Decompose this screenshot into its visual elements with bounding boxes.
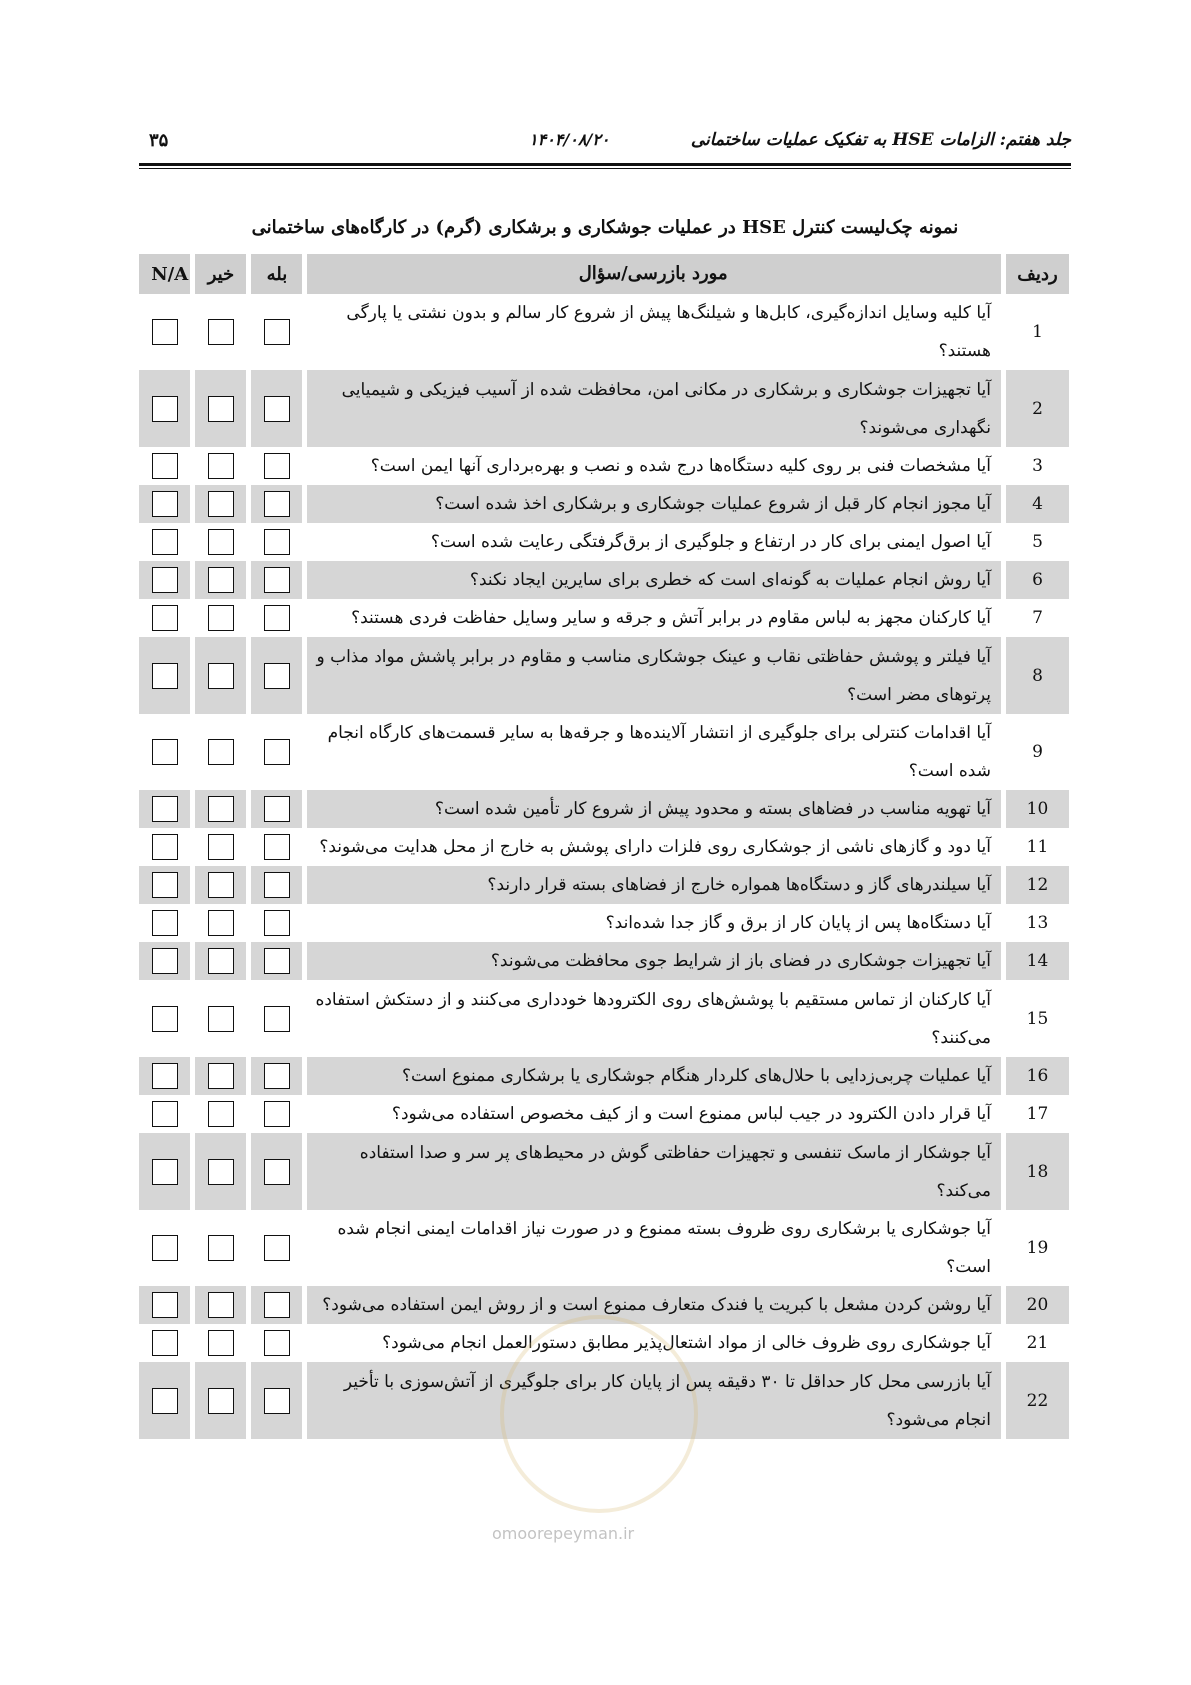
cell-yes — [251, 599, 307, 637]
col-no-header: خیر — [195, 254, 251, 294]
row-number: 12 — [1006, 866, 1069, 904]
checkbox-yes[interactable] — [264, 529, 290, 555]
cell-no — [195, 904, 251, 942]
checkbox-no[interactable] — [208, 529, 234, 555]
table-row — [139, 370, 1069, 447]
question-text: آیا کارکنان مجهز به لباس مقاوم در برابر آتش و جرقه و سایر وسایل حفاظت فردی هستند؟ — [307, 599, 1006, 637]
table-row — [139, 561, 1069, 599]
checkbox-yes[interactable] — [264, 739, 290, 765]
checkbox-no[interactable] — [208, 1292, 234, 1318]
checkbox-no[interactable] — [208, 567, 234, 593]
cell-na — [139, 523, 195, 561]
cell-no — [195, 866, 251, 904]
row-number: 7 — [1032, 608, 1043, 628]
table-row — [139, 599, 1069, 637]
row-number: 4 — [1006, 485, 1069, 523]
checkbox-yes[interactable] — [264, 1101, 290, 1127]
table-row — [139, 523, 1069, 561]
cell-na — [139, 370, 195, 447]
cell-na — [139, 1210, 195, 1286]
table-row — [139, 790, 1069, 828]
checkbox-no[interactable] — [208, 663, 234, 689]
checkbox-yes[interactable] — [264, 1330, 290, 1356]
checkbox-na[interactable] — [152, 1063, 178, 1089]
cell-na — [139, 561, 195, 599]
question-text: آیا تجهیزات جوشکاری و برشکاری در مکانی امن، محافظت شده از آسیب فیزیکی و شیمیایی نگهداری می‌شوند؟ — [307, 370, 1006, 447]
cell-yes — [251, 828, 307, 866]
cell-na — [139, 790, 195, 828]
cell-yes — [251, 561, 307, 599]
checkbox-na[interactable] — [152, 1159, 178, 1185]
table-row — [139, 637, 1069, 714]
cell-no — [195, 370, 251, 447]
row-number: 10 — [1006, 790, 1069, 828]
cell-no — [195, 828, 251, 866]
cell-no — [195, 1286, 251, 1324]
checkbox-yes[interactable] — [264, 491, 290, 517]
checkbox-no[interactable] — [208, 1006, 234, 1032]
cell-na — [139, 1324, 195, 1362]
col-yes-header: بله — [251, 254, 307, 294]
checkbox-yes[interactable] — [264, 796, 290, 822]
checkbox-no[interactable] — [208, 834, 234, 860]
table-row — [139, 1210, 1069, 1286]
row-number: 17 — [1026, 1104, 1049, 1124]
cell-na — [139, 637, 195, 714]
checkbox-no[interactable] — [208, 453, 234, 479]
cell-yes — [251, 1286, 307, 1324]
cell-yes — [251, 370, 307, 447]
row-number: 20 — [1006, 1286, 1069, 1324]
row-number: 22 — [1006, 1362, 1069, 1439]
checkbox-na[interactable] — [152, 739, 178, 765]
question-text: آیا قرار دادن الکترود در جیب لباس ممنوع است و از کیف مخصوص استفاده می‌شود؟ — [307, 1095, 1006, 1133]
checkbox-na[interactable] — [152, 567, 178, 593]
checkbox-yes[interactable] — [264, 1388, 290, 1414]
question-text: آیا بازرسی محل کار حداقل تا ۳۰ دقیقه پس از پایان کار برای جلوگیری از آتش‌سوزی با تأخیر انجام می‌شود؟ — [307, 1362, 1006, 1439]
checklist-title: نمونه چک‌لیست کنترل HSE در عملیات جوشکاری و برشکاری (گرم) در کارگاه‌های ساختمانی — [251, 217, 959, 238]
cell-no — [195, 1057, 251, 1095]
question-text: آیا جوشکاری روی ظروف خالی از مواد اشتعال‌پذیر مطابق دستورالعمل انجام می‌شود؟ — [307, 1324, 1006, 1362]
cell-yes — [251, 485, 307, 523]
checkbox-na[interactable] — [152, 491, 178, 517]
checkbox-yes[interactable] — [264, 948, 290, 974]
row-number: 11 — [1026, 837, 1049, 857]
row-number: 5 — [1032, 532, 1043, 552]
cell-no — [195, 790, 251, 828]
checkbox-yes[interactable] — [264, 834, 290, 860]
table-row — [139, 942, 1069, 980]
checkbox-no[interactable] — [208, 872, 234, 898]
checkbox-na[interactable] — [152, 396, 178, 422]
cell-na — [139, 828, 195, 866]
page-header — [139, 130, 1071, 156]
cell-yes — [251, 1324, 307, 1362]
checkbox-na[interactable] — [152, 1235, 178, 1261]
checkbox-na[interactable] — [152, 872, 178, 898]
cell-na — [139, 980, 195, 1057]
row-number: 19 — [1026, 1238, 1049, 1258]
row-number: 9 — [1032, 742, 1043, 762]
question-text: آیا اصول ایمنی برای کار در ارتفاع و جلوگیری از برق‌گرفتگی رعایت شده است؟ — [307, 523, 1006, 561]
checkbox-no[interactable] — [208, 491, 234, 517]
checkbox-na[interactable] — [152, 1006, 178, 1032]
question-text: آیا کارکنان از تماس مستقیم با پوشش‌های روی الکترودها خودداری می‌کنند و از دستکش استفاده می‌کنند؟ — [307, 980, 1006, 1057]
checklist-table — [139, 254, 1069, 1439]
checkbox-na[interactable] — [152, 1292, 178, 1318]
table-row — [139, 294, 1069, 370]
header-rule-thin — [139, 168, 1071, 169]
checkbox-yes[interactable] — [264, 663, 290, 689]
cell-na — [139, 866, 195, 904]
cell-no — [195, 561, 251, 599]
checkbox-na[interactable] — [152, 529, 178, 555]
header-rule — [139, 163, 1071, 166]
checkbox-no[interactable] — [208, 1063, 234, 1089]
question-text: آیا تجهیزات جوشکاری در فضای باز از شرایط جوی محافظت می‌شوند؟ — [307, 942, 1006, 980]
cell-yes — [251, 980, 307, 1057]
cell-na — [139, 599, 195, 637]
row-number: 16 — [1006, 1057, 1069, 1095]
question-text: آیا مجوز انجام کار قبل از شروع عملیات جوشکاری و برشکاری اخذ شده است؟ — [307, 485, 1006, 523]
checkbox-na[interactable] — [152, 319, 178, 345]
checkbox-yes[interactable] — [264, 1159, 290, 1185]
row-number: 3 — [1032, 456, 1043, 476]
cell-na — [139, 1095, 195, 1133]
question-text: آیا اقدامات کنترلی برای جلوگیری از انتشار آلاینده‌ها و جرقه‌ها به سایر قسمت‌های کارگاه انجام شده است؟ — [307, 714, 1006, 790]
table-header-row — [139, 254, 1069, 294]
cell-no — [195, 523, 251, 561]
cell-yes — [251, 294, 307, 370]
checkbox-no[interactable] — [208, 739, 234, 765]
row-number: 21 — [1026, 1333, 1049, 1353]
cell-no — [195, 714, 251, 790]
cell-no — [195, 942, 251, 980]
checkbox-yes[interactable] — [264, 319, 290, 345]
cell-yes — [251, 1210, 307, 1286]
checkbox-yes[interactable] — [264, 567, 290, 593]
question-text: آیا فیلتر و پوشش حفاظتی نقاب و عینک جوشکاری مناسب و مقاوم در برابر پاشش مواد مذاب و پرتوهای مضر است؟ — [307, 637, 1006, 714]
checkbox-na[interactable] — [152, 834, 178, 860]
checkbox-na[interactable] — [152, 453, 178, 479]
table-row — [139, 980, 1069, 1057]
book-title: جلد هفتم: الزامات HSE به تفکیک عملیات ساختمانی — [690, 130, 1071, 150]
cell-na — [139, 1286, 195, 1324]
cell-no — [195, 447, 251, 485]
col-item-header: مورد بازرسی/سؤال — [307, 254, 1006, 294]
cell-yes — [251, 866, 307, 904]
checkbox-yes[interactable] — [264, 396, 290, 422]
checkbox-na[interactable] — [152, 1388, 178, 1414]
cell-na — [139, 904, 195, 942]
row-number: 15 — [1026, 1008, 1049, 1029]
cell-yes — [251, 637, 307, 714]
question-text: آیا روشن کردن مشعل با کبریت یا فندک متعارف ممنوع است و از روش ایمن استفاده می‌شود؟ — [307, 1286, 1006, 1324]
cell-no — [195, 637, 251, 714]
cell-yes — [251, 714, 307, 790]
checkbox-na[interactable] — [152, 1330, 178, 1356]
cell-yes — [251, 1362, 307, 1439]
cell-yes — [251, 1095, 307, 1133]
cell-na — [139, 1057, 195, 1095]
checkbox-na[interactable] — [152, 663, 178, 689]
cell-yes — [251, 523, 307, 561]
table-row — [139, 1133, 1069, 1210]
question-text: آیا کلیه وسایل اندازه‌گیری، کابل‌ها و شیلنگ‌ها پیش از شروع کار سالم و بدون نشتی یا پارگی هستند؟ — [307, 294, 1006, 370]
cell-no — [195, 1210, 251, 1286]
checkbox-yes[interactable] — [264, 1235, 290, 1261]
table-row — [139, 714, 1069, 790]
col-row-header: ردیف — [1006, 254, 1069, 294]
col-na-header: N/A — [139, 254, 195, 294]
cell-no — [195, 1133, 251, 1210]
checkbox-yes[interactable] — [264, 605, 290, 631]
cell-no — [195, 1324, 251, 1362]
cell-yes — [251, 1133, 307, 1210]
checkbox-yes[interactable] — [264, 872, 290, 898]
row-number: 18 — [1006, 1133, 1069, 1210]
table-row — [139, 485, 1069, 523]
checkbox-no[interactable] — [208, 1235, 234, 1261]
checkbox-no[interactable] — [208, 396, 234, 422]
checkbox-no[interactable] — [208, 319, 234, 345]
cell-na — [139, 714, 195, 790]
table-row — [139, 904, 1069, 942]
table-row — [139, 1057, 1069, 1095]
cell-no — [195, 294, 251, 370]
cell-na — [139, 1362, 195, 1439]
cell-yes — [251, 904, 307, 942]
question-text: آیا دستگاه‌ها پس از پایان کار از برق و گاز جدا شده‌اند؟ — [307, 904, 1006, 942]
cell-yes — [251, 790, 307, 828]
table-row — [139, 828, 1069, 866]
header-date: ۱۴۰۴/۰۸/۲۰ — [529, 130, 610, 149]
question-text: آیا روش انجام عملیات به گونه‌ای است که خطری برای سایرین ایجاد نکند؟ — [307, 561, 1006, 599]
checkbox-na[interactable] — [152, 1101, 178, 1127]
cell-no — [195, 980, 251, 1057]
row-number: 8 — [1006, 637, 1069, 714]
cell-no — [195, 1362, 251, 1439]
question-text: آیا جوشکار از ماسک تنفسی و تجهیزات حفاظتی گوش در محیط‌های پر سر و صدا استفاده می‌کند؟ — [307, 1133, 1006, 1210]
row-number: 1 — [1032, 322, 1043, 342]
cell-yes — [251, 942, 307, 980]
watermark-text: omoorepeyman.ir — [492, 1524, 635, 1543]
row-number: 13 — [1026, 913, 1049, 933]
checkbox-no[interactable] — [208, 1388, 234, 1414]
cell-na — [139, 942, 195, 980]
cell-yes — [251, 1057, 307, 1095]
page-number: ۳۵ — [149, 130, 169, 151]
checkbox-no[interactable] — [208, 910, 234, 936]
checkbox-no[interactable] — [208, 1159, 234, 1185]
checkbox-yes[interactable] — [264, 1063, 290, 1089]
question-text: آیا مشخصات فنی بر روی کلیه دستگاه‌ها درج شده و نصب و بهره‌برداری آنها ایمن است؟ — [307, 447, 1006, 485]
row-number: 14 — [1006, 942, 1069, 980]
checkbox-no[interactable] — [208, 1101, 234, 1127]
table-row — [139, 866, 1069, 904]
cell-no — [195, 1095, 251, 1133]
checkbox-yes[interactable] — [264, 453, 290, 479]
checkbox-na[interactable] — [152, 910, 178, 936]
cell-na — [139, 294, 195, 370]
question-text: آیا دود و گازهای ناشی از جوشکاری روی فلزات دارای پوشش به خارج از محل هدایت می‌شوند؟ — [307, 828, 1006, 866]
cell-no — [195, 599, 251, 637]
cell-yes — [251, 447, 307, 485]
checkbox-yes[interactable] — [264, 910, 290, 936]
table-row — [139, 1095, 1069, 1133]
checkbox-no[interactable] — [208, 1330, 234, 1356]
row-number: 2 — [1006, 370, 1069, 447]
checkbox-na[interactable] — [152, 948, 178, 974]
question-text: آیا جوشکاری یا برشکاری روی ظروف بسته ممنوع و در صورت نیاز اقدامات ایمنی انجام شده است؟ — [307, 1210, 1006, 1286]
cell-na — [139, 485, 195, 523]
cell-no — [195, 485, 251, 523]
checkbox-na[interactable] — [152, 796, 178, 822]
question-text: آیا تهویه مناسب در فضاهای بسته و محدود پیش از شروع کار تأمین شده است؟ — [307, 790, 1006, 828]
checkbox-no[interactable] — [208, 796, 234, 822]
row-number: 6 — [1006, 561, 1069, 599]
question-text: آیا سیلندرهای گاز و دستگاه‌ها همواره خارج از فضاهای بسته قرار دارند؟ — [307, 866, 1006, 904]
cell-na — [139, 1133, 195, 1210]
checkbox-na[interactable] — [152, 605, 178, 631]
checkbox-yes[interactable] — [264, 1006, 290, 1032]
checkbox-yes[interactable] — [264, 1292, 290, 1318]
table-row — [139, 447, 1069, 485]
cell-na — [139, 447, 195, 485]
checkbox-no[interactable] — [208, 948, 234, 974]
checkbox-no[interactable] — [208, 605, 234, 631]
question-text: آیا عملیات چربی‌زدایی با حلال‌های کلردار هنگام جوشکاری یا برشکاری ممنوع است؟ — [307, 1057, 1006, 1095]
watermark-logo — [500, 1315, 698, 1513]
